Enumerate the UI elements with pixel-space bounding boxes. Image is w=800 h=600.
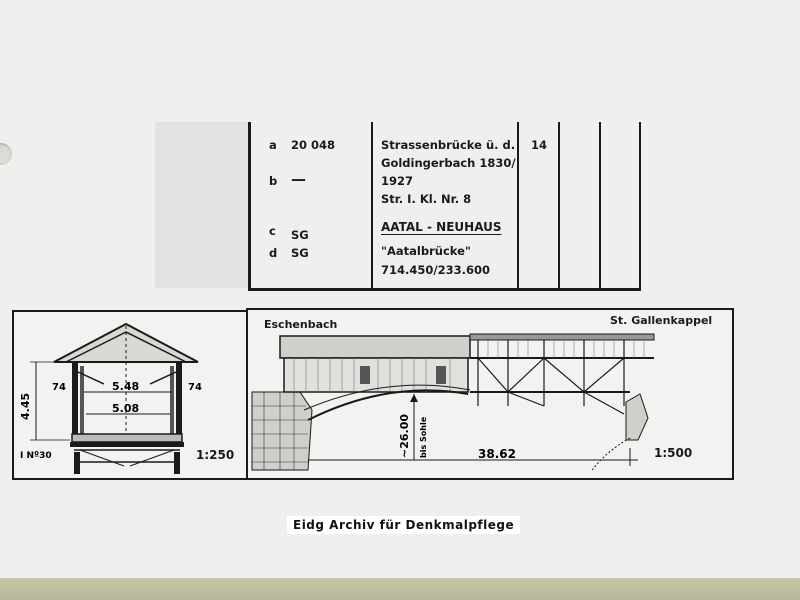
row-d-letter: d xyxy=(269,246,278,260)
description-line-4: Str. I. Kl. Nr. 8 xyxy=(381,192,472,206)
column-divider xyxy=(371,122,373,288)
row-d-value: SG xyxy=(291,246,309,260)
row-c-letter: c xyxy=(269,224,276,238)
row-a-value: 20 048 xyxy=(291,138,336,152)
column-divider xyxy=(639,122,641,288)
column-divider xyxy=(517,122,519,288)
row-a-letter: a xyxy=(269,138,277,152)
left-offset-dimension: 74 xyxy=(52,382,66,393)
column-divider xyxy=(558,122,560,288)
description-line-2: Goldingerbach 1830/ xyxy=(381,156,516,170)
span-dimension: 38.62 xyxy=(478,447,516,461)
description-line-3: 1927 xyxy=(381,174,414,188)
page-bottom-edge xyxy=(0,578,800,600)
bridge-name: "Aatalbrücke" xyxy=(381,244,471,258)
index-card xyxy=(248,122,641,291)
description-line-1: Strassenbrücke ü. d. xyxy=(381,138,516,152)
column-divider xyxy=(599,122,601,288)
row-b-letter: b xyxy=(269,174,278,188)
card-shadow-area xyxy=(155,122,248,288)
elevation-scale: 1:500 xyxy=(654,446,693,460)
elevation-panel xyxy=(246,308,734,480)
punch-hole xyxy=(0,143,12,165)
height-dimension: 4.45 xyxy=(19,392,32,420)
location-title: AATAL - NEUHAUS xyxy=(381,220,502,234)
section-scale: 1:250 xyxy=(196,448,235,462)
card-number: 14 xyxy=(531,138,548,152)
inner-width-dimension: 5.08 xyxy=(112,402,140,415)
cross-section-panel xyxy=(12,310,248,480)
clearance-dimension: ~26.00 xyxy=(398,413,411,458)
right-place-label: St. Gallenkappel xyxy=(610,314,713,327)
beam-label: I Nº30 xyxy=(20,451,52,461)
outer-width-dimension: 5.48 xyxy=(112,380,140,393)
row-b-value: — xyxy=(291,170,306,188)
left-place-label: Eschenbach xyxy=(264,318,338,331)
archive-stamp: Eidg Archiv für Denkmalpflege xyxy=(287,516,520,534)
row-c-value: SG xyxy=(291,228,309,242)
coordinates: 714.450/233.600 xyxy=(381,263,490,277)
right-offset-dimension: 74 xyxy=(188,382,202,393)
clearance-note: bis Sohle xyxy=(419,416,428,458)
